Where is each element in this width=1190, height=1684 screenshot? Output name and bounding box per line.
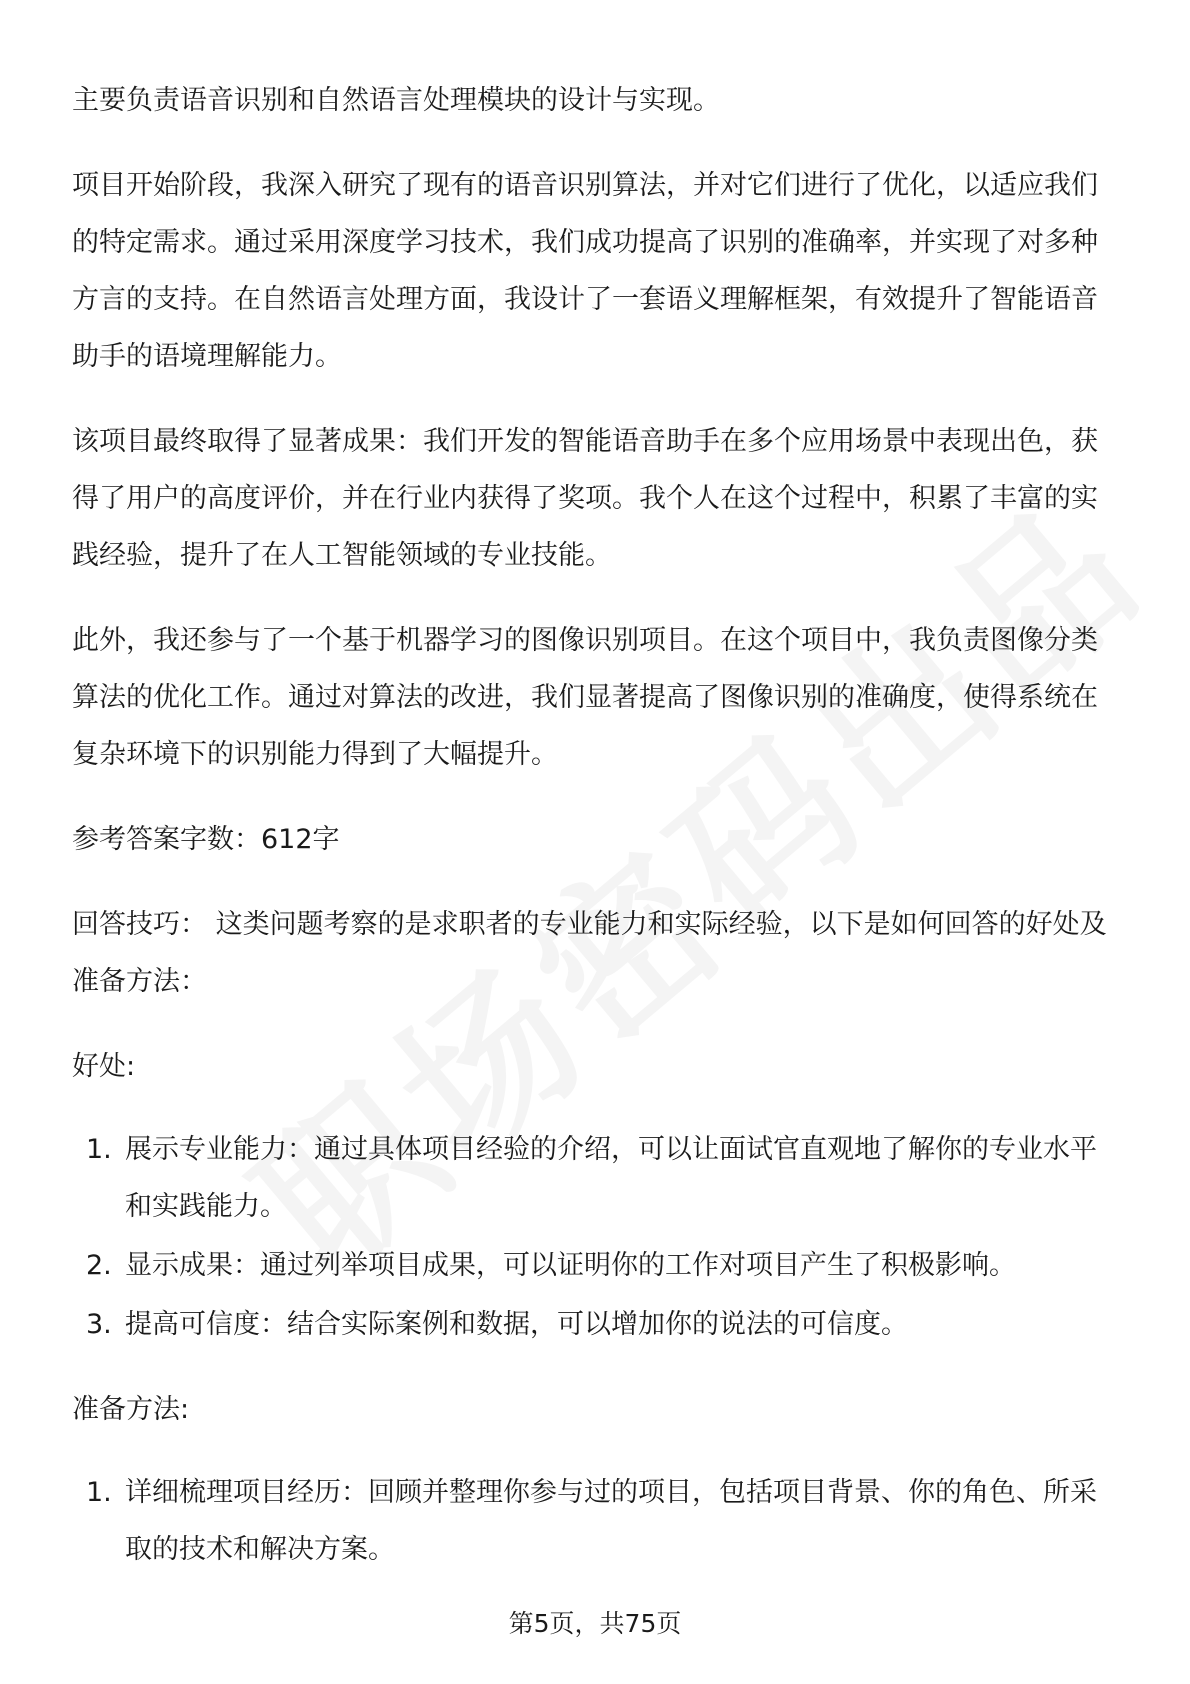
list-item <box>72 1296 1120 1353</box>
list-item <box>72 1237 1120 1294</box>
list-text: 详细梳理项目经历：回顾并整理你参与过的项目，包括项目背景、你的角色、所采取的技术和解决方案。 <box>125 1477 1097 1565</box>
prep-list <box>72 1464 1120 1578</box>
benefits-list <box>72 1121 1120 1353</box>
prep-heading: 准备方法: <box>72 1394 190 1425</box>
answer-tips: 回答技巧： 这类问题考察的是求职者的专业能力和实际经验，以下是如何回答的好处及准备方法： <box>72 909 1107 997</box>
list-number: 2. <box>86 1250 112 1281</box>
list-number: 1. <box>86 1134 112 1165</box>
paragraph-project-start: 项目开始阶段，我深入研究了现有的语音识别算法，并对它们进行了优化，以适应我们的特定需求。通过采用深度学习技术，我们成功提高了识别的准确率，并实现了对多种方言的支持。在自然语言处理方面，我设计了一套语义理解框架，有效提升了智能语音助手的语境理解能力。 <box>72 170 1098 372</box>
list-item <box>72 1121 1120 1235</box>
list-number: 3. <box>86 1309 112 1340</box>
list-item <box>72 1464 1120 1578</box>
benefits-heading: 好处: <box>72 1051 136 1082</box>
document-body <box>72 72 1120 1606</box>
list-text: 展示专业能力：通过具体项目经验的介绍，可以让面试官直观地了解你的专业水平和实践能力。 <box>125 1134 1097 1222</box>
paragraph-role: 主要负责语音识别和自然语言处理模块的设计与实现。 <box>72 85 720 116</box>
list-text: 提高可信度：结合实际案例和数据，可以增加你的说法的可信度。 <box>125 1309 908 1340</box>
paragraph-image-project: 此外，我还参与了一个基于机器学习的图像识别项目。在这个项目中，我负责图像分类算法的优化工作。通过对算法的改进，我们显著提高了图像识别的准确度，使得系统在复杂环境下的识别能力得到了大幅提升。 <box>72 625 1098 770</box>
word-count: 参考答案字数：612字 <box>72 824 340 855</box>
list-text: 显示成果：通过列举项目成果，可以证明你的工作对项目产生了积极影响。 <box>125 1250 1016 1281</box>
paragraph-results: 该项目最终取得了显著成果：我们开发的智能语音助手在多个应用场景中表现出色，获得了用户的高度评价，并在行业内获得了奖项。我个人在这个过程中，积累了丰富的实践经验，提升了在人工智能领域的专业技能。 <box>72 426 1098 571</box>
page-number-footer: 第5页，共75页 <box>508 1609 682 1638</box>
list-number: 1. <box>86 1477 112 1508</box>
